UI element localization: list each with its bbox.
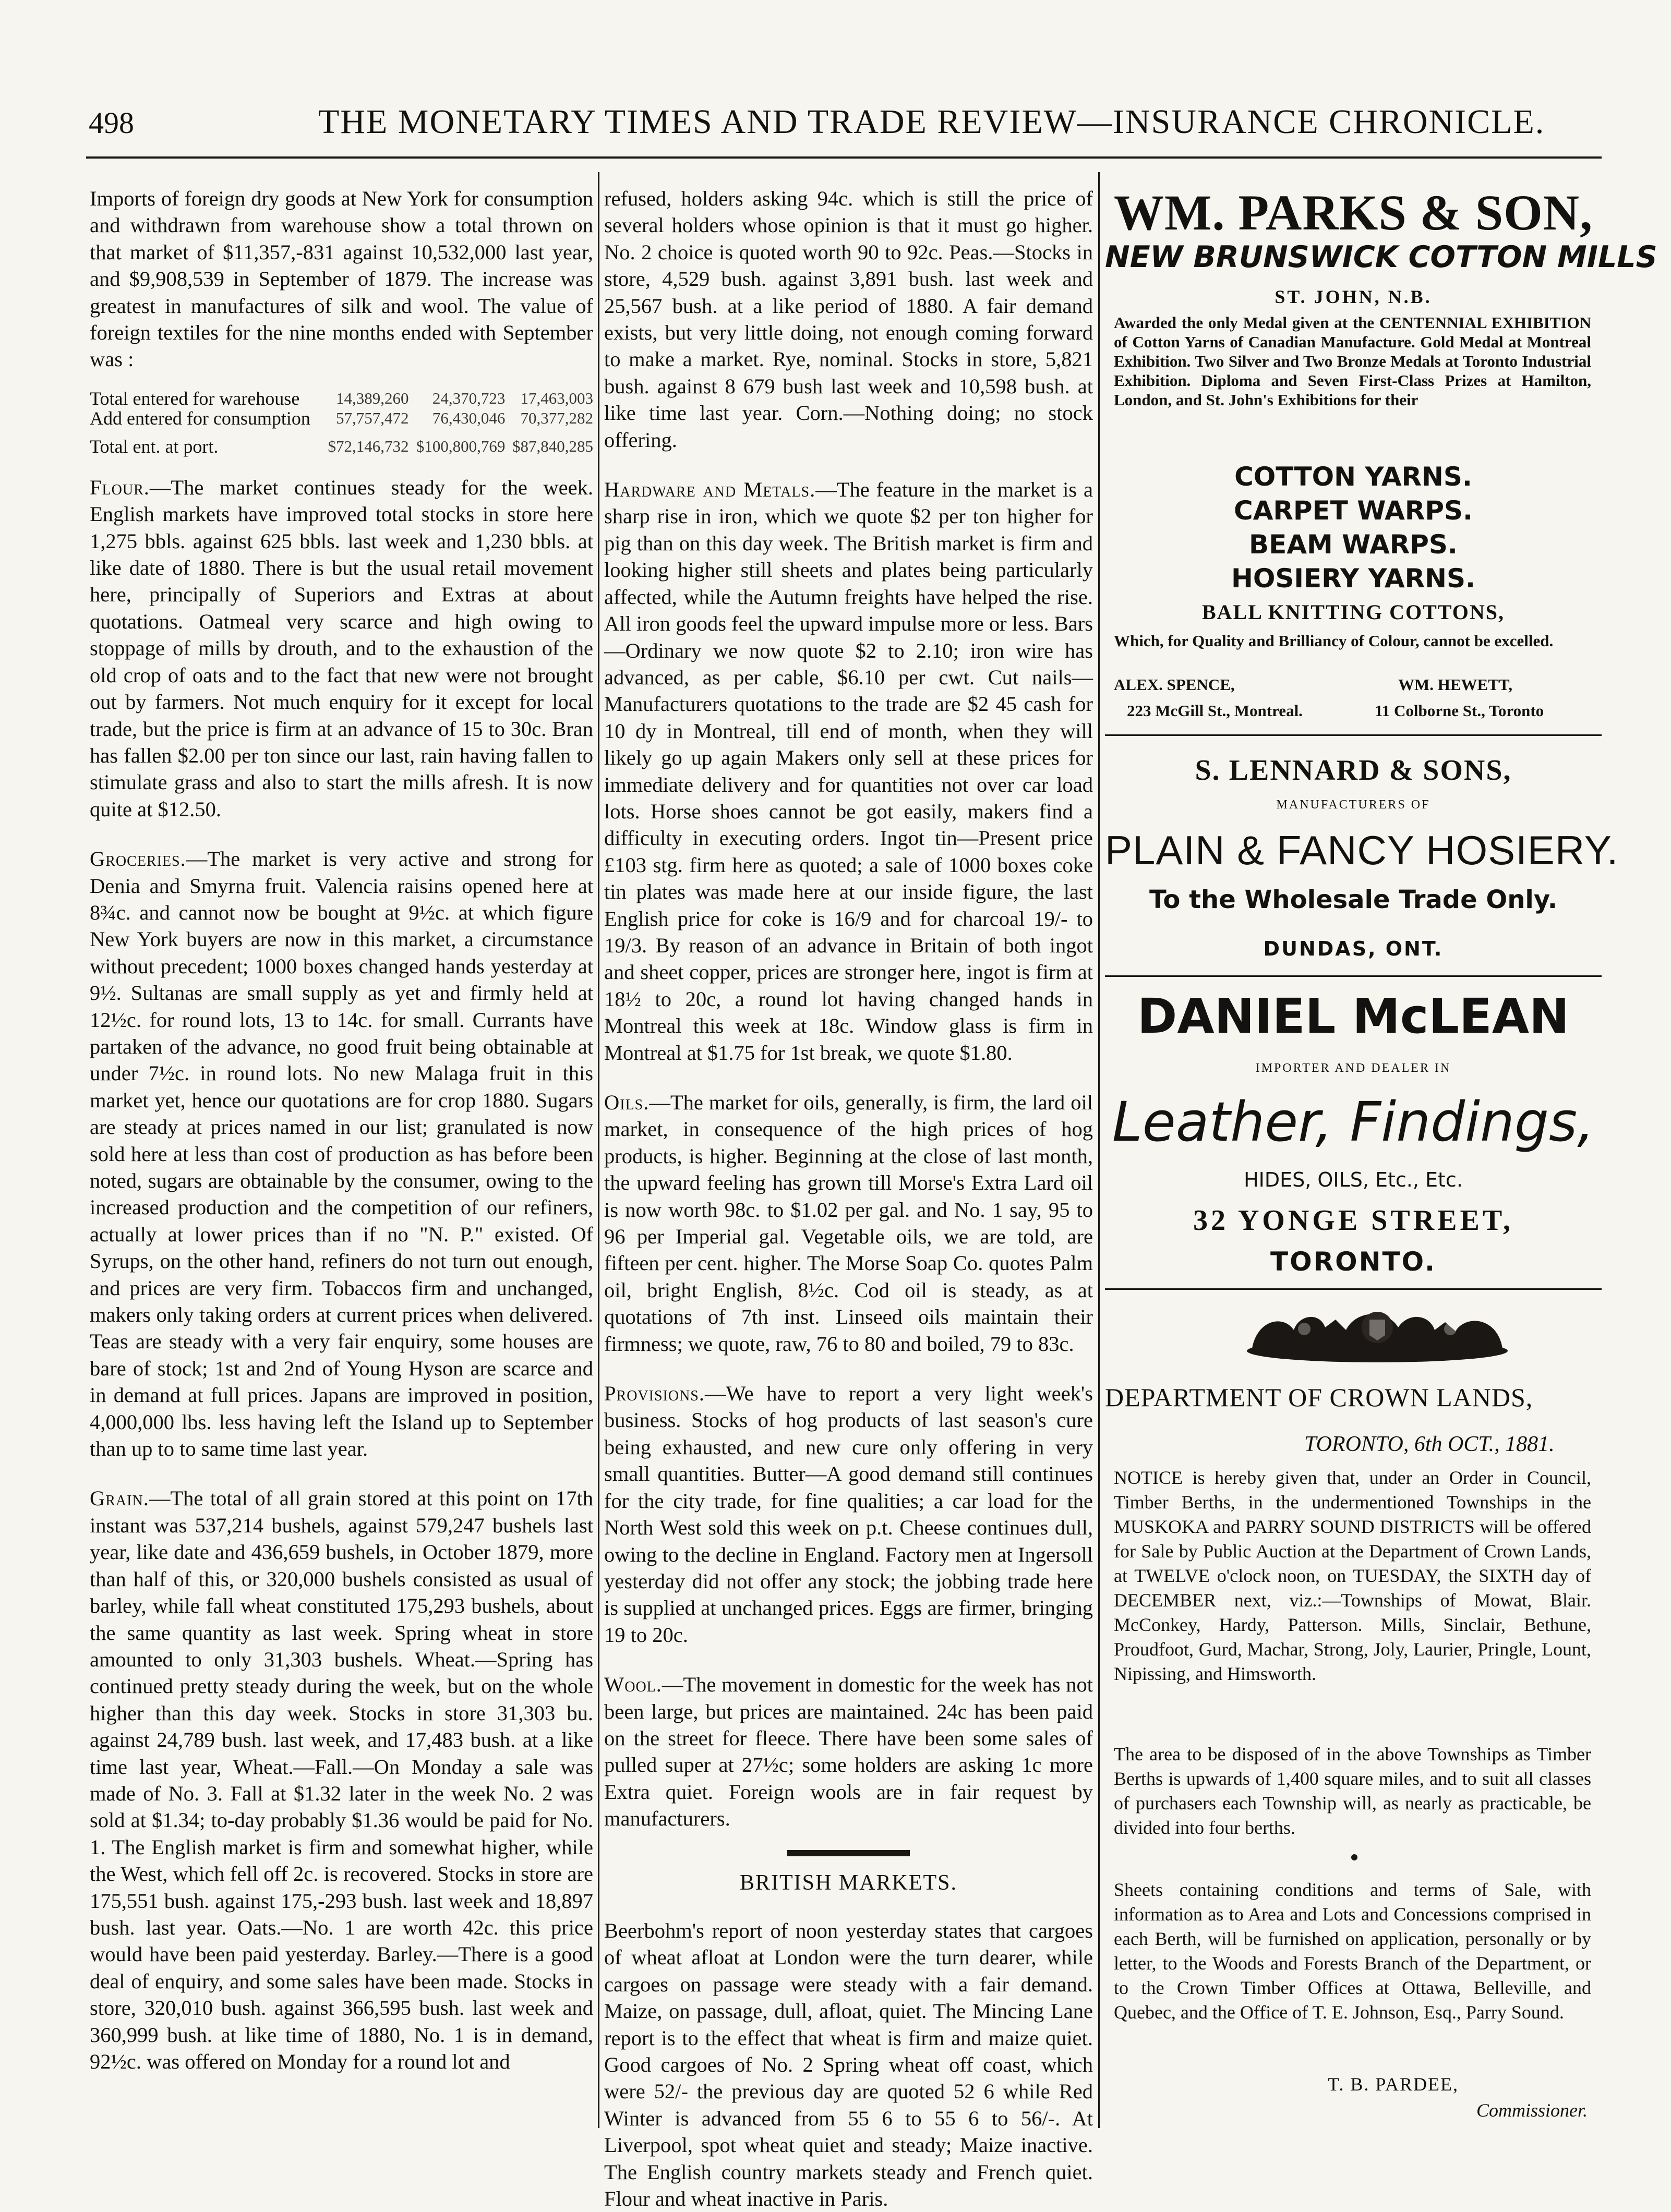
parks-product: CARPET WARPS. [1234,495,1473,526]
wool-paragraph [604,1671,1093,1832]
table-row-label: Total ent. at port. [90,436,219,457]
section-heading: Flour. [90,475,150,499]
paragraph-body: —The total of all grain stored at this point on 17th instant was 537,214 bushels, against 579,247 bushels last year, like date and 436,659 bushels, in October 1879, more than half of this, or 320,000 bushels consisted as usual of barley, while fall wheat constituted 175,293 bushels, about the same quantity as last week. Spring wheat in store amounted to only 31,303 bushels. Wheat.—Spring has continued pretty steady during the week, but on the whole higher than this day week. Stocks in store 31,303 bu. against 24,789 bush. last week, and 17,483 bush. at a like time last year, Wheat.—Fall.—On Monday a sale was made of No. 3. Fall at $1.32 later in the week No. 2 was sold at $1.34; to-day probably $1.36 would be paid for No. 1. The English market is firm and somewhat higher, while the West, which fell off 2c. is recovered. Stocks in store are 175,551 bush. against 175,-293 bush. last week and 18,897 bush. last year. Oats.—No. 1 are worth 42c. this price would have been paid yesterday. Barley.—There is a good deal of enquiry, and some sales have been made. Stocks in store, 320,010 bush. against 366,595 bush. last week and 360,999 bush. at like time of 1880, No. 1 is in demand, 92½c. was offered on Monday for a round lot and [90,1486,593,2073]
section-heading: Provisions. [604,1382,705,1406]
signer-name: T. B. PARDEE, [1328,2074,1459,2095]
imports-paragraph: Imports of foreign dry goods at New York for consumption and withdrawn from warehouse show a total thrown on that market of $11,357,-831 against 10,532,000 last year, and $9,908,539 in September of 1879. The increase was greatest in manufactures of silk and wool. The value of foreign textiles for the nine months ended with September was : [90,187,593,371]
parks-quality-text: Which, for Quality and Brilliancy of Colour, cannot be excelled. [1114,632,1554,650]
parks-city: ST. JOHN, N.B. [1275,286,1432,307]
paragraph-body: —The market is very active and strong for Denia and Smyrna fruit. Valencia raisins opened here at 8¾c. and cannot now be bought at 9½c. at which figure New York buyers are now in this market, a circumstance without precedent; 1000 boxes changed hands yesterday at 9½. Sultanas are small supply as yet and firmly held at 12½c. for round lots, 13 to 14c. for small. Currants have partaken of the advance, no good fruit being obtainable at under 7½c. in round lots. No new Malaga fruit in this market yet, hence our quotations are for crop 1880. Sugars are steady at prices named in our list; granulated is now sold here at less than cost of production as has before been noted, sugars are obtainable by the consumer, owing to the increased production and the competition of our refiners, actually at lower prices than if no "N. P." existed. Of Syrups, on the other hand, refiners do not turn out enough, and prices are very firm. Tobaccos firm and unchanged, makers only taking orders at current prices when delivered. Teas are steady with a very fair enquiry, some houses are bare of stock; 1st and 2nd of Young Hyson are scarce and in demand at full prices. Japans are improved in position, 4,000,000 lbs. less having left the Island up to September than up to to same time last year. [90,847,593,1461]
parks-mills: NEW BRUNSWICK COTTON MILLS [1105,240,1657,274]
table-cell: 17,463,003 [520,389,593,407]
table-row [90,428,593,456]
agent-name: WM. HEWETT, [1398,675,1513,694]
table-cell: $72,146,732 [328,437,409,455]
lennard-city: DUNDAS, ONT. [1263,937,1444,960]
oils-paragraph [604,1089,1093,1357]
table-cell: 57,757,472 [336,408,409,427]
imports-table [90,389,593,456]
parks-product: COTTON YARNS. [1234,462,1472,492]
crown-notice-paragraph: NOTICE is hereby given that, under an Order in Council, Timber Berths, in the undermentioned Townships in the MUSKOKA and PARRY SOUND DISTRICTS will be offered for Sale by Public Auction at the Department of Crown Lands, at TWELVE o'clock noon, on TUESDAY, the SIXTH day of DECEMBER next, viz.:—Townships of Mowat, Blair. McConkey, Hardy, Patterson. Mills, Sinclair, Bethune, Proudfoot, Gurd, Machar, Strong, Joly, Laurier, Pringle, Lount, Nipissing, and Himsworth. [1114,1467,1591,1684]
mclean-product: Leather, Findings, [1112,1090,1595,1154]
table-cell: $100,800,769 [416,437,506,455]
parks-product: BEAM WARPS. [1249,529,1458,560]
ad-divider [1105,734,1602,736]
british-markets-paragraph: Beerbohm's report of noon yesterday states that cargoes of wheat afloat at London were the turn dearer, while cargoes on passage were steady with a fair demand. Maize, on passage, dull, afloat, quiet. The Mincing Lane report is to the effect that wheat is firm and maize quiet. Good cargoes of No. 2 Spring wheat off coast, which were 52/- the previous day are quoted 52 6 while Red Winter is advanced from 55 6 to 55 6 to 56/-. At Liverpool, spot wheat quiet and steady; Maize inactive. The English country markets steady and French quiet. Flour and wheat inactive in Paris. [604,1918,1093,2211]
bullet-separator [1351,1854,1357,1860]
parks-product: HOSIERY YARNS. [1231,563,1475,594]
agent-name: ALEX. SPENCE, [1114,675,1235,694]
masthead-title: THE MONETARY TIMES AND TRADE REVIEW—INSURANCE CHRONICLE. [318,103,1545,141]
section-separator [787,1850,910,1856]
parks-award-text: Awarded the only Medal given at the CENTENNIAL EXHIBITION of Cotton Yarns of Canadian Manufacture. Gold Medal at Montreal Exhibition. Two Silver and Two Bronze Medals at Toronto Industrial Exhibition. Diploma and Seven First-Class Prizes at Hamilton, London, and St. John's Exhibitions for their [1114,313,1591,409]
crown-sheets-paragraph: Sheets containing conditions and terms of Sale, with information as to Area and Lots and Concessions comprised in each Berth, will be furnished on application, personally or by letter, to the Woods and Forests Branch of the Department, or to the Crown Timber Offices at Ottawa, Belleville, and Quebec, and the Office of T. E. Johnson, Esq., Parry Sound. [1114,1879,1591,2023]
column-divider-2 [1098,172,1100,2128]
column-2 [604,185,1093,2212]
agent-address: 11 Colborne St., Toronto [1375,702,1544,720]
paragraph-body: —The movement in domestic for the week has not been large, but prices are maintained. 24c has been paid on the street for fleece. There have been some sales of pulled super at 27½c; some holders are asking 1c more Extra quiet. Foreign wools are in fair request by manufacturers. [604,1673,1093,1831]
mclean-more: HIDES, OILS, Etc., Etc. [1244,1168,1463,1191]
signer-title: Commissioner. [1476,2100,1588,2121]
paragraph-body: —We have to report a very light week's business. Stocks of hog products of last season's cure being exhausted, and new cure only offering in very small quantities. Butter—A good demand still continues for the city trade, for fine qualities; a car load for the North West sold this week on p.t. Cheese continues dull, owing to the decline in England. Factory men at Ingersoll yesterday did not offer any stock; the jobbing trade here is supplied at unchanged prices. Eggs are firmer, bringing 19 to 20c. [604,1382,1093,1647]
section-heading: Hardware and Metals. [604,478,816,502]
flour-paragraph [90,474,593,823]
ad-divider [1105,975,1602,977]
paragraph-body: —The market for oils, generally, is firm, the lard oil market, in consequence of the high prices of hog products, is higher. Beginning at the close of last month, the upward feeling has grown till Morse's Extra Lard oil is now worth 98c. to $1.02 per gal. and No. 1 say, 95 to 96 per Imperial gal. Vegetable oils, we are told, are fifteen per cent. higher. The Morse Soap Co. quotes Palm oil, bright English, 8½c. Cod oil is steady, as at quotations of 7th inst. Linseed oils maintain their firmness; we quote, raw, 76 to 80 and boiled, 79 to 83c. [604,1091,1093,1356]
table-cell: 24,370,723 [432,389,506,407]
parks-product: BALL KNITTING COTTONS, [1201,600,1505,624]
crown-area-paragraph: The area to be disposed of in the above Townships as Timber Berths is upwards of 1,400 square miles, and to suit all classes of purchasers each Township will, as nearly as practicable, be divided into four berths. [1114,1744,1591,1838]
groceries-paragraph [90,845,593,1462]
table-row [90,389,593,408]
lennard-manufacturers: MANUFACTURERS OF [1276,798,1430,812]
ad-divider [1105,1288,1602,1290]
column-divider-1 [598,172,599,2128]
table-row [90,408,593,428]
column-1 [90,185,593,2075]
page-header [89,102,1576,144]
page-number: 498 [89,106,134,140]
provisions-paragraph [604,1380,1093,1648]
grain-paragraph [90,1485,593,2075]
crown-lands-dateline: TORONTO, 6th OCT., 1881. [1304,1432,1555,1456]
section-heading: Groceries. [90,847,186,871]
section-heading: Oils. [604,1091,650,1114]
header-rule [86,156,1602,159]
table-cell: 14,389,260 [336,389,409,407]
mclean-role: IMPORTER AND DEALER IN [1255,1061,1451,1075]
parks-name: WM. PARKS & SON, [1113,185,1593,240]
lennard-product: PLAIN & FANCY HOSIERY. [1105,827,1619,873]
paragraph-body: —The market continues steady for the week. English markets have improved total stocks in store here 1,275 bbls. against 625 bbls. last week and 1,230 bbls. at like date of 1880. There is but the usual retail movement here, principally of Superiors and Extras at about quotations. Oatmeal very scarce and high owing to stoppage of mills by drouth, and to the exhaustion of the old crop of oats and to the fact that new were not brought out by farmers. Not much enquiry for it except for local trade, but the price is firm at an advance of 15 to 30c. Bran has fallen $2.00 per ton since our last, rain having fallen to stimulate grass and also to start the mills afresh. It is now quite at $12.50. [90,475,593,821]
crown-lands-title: DEPARTMENT OF CROWN LANDS, [1105,1383,1533,1412]
mclean-street: 32 YONGE STREET, [1193,1204,1514,1237]
table-cell: 70,377,282 [520,408,593,427]
mclean-name: DANIEL McLEAN [1137,988,1570,1044]
grain-continued-paragraph: refused, holders asking 94c. which is still the price of several holders whose opinion is that it must go higher. No. 2 choice is quoted worth 90 to 92c. Peas.—Stocks in store, 4,529 bush. against 3,891 bush. last week and 25,567 bush. at a like period of 1880. A fair demand exists, but very little doing, not enough coming forward to make a market. Rye, nominal. Stocks in store, 5,821 bush. against 8 679 bush last week and 10,598 bush. at like time last year. Corn.—Nothing doing; no stock offering. [604,187,1093,452]
table-cell: $87,840,285 [512,437,593,455]
lennard-trade: To the Wholesale Trade Only. [1149,885,1557,914]
hardware-paragraph [604,476,1093,1066]
table-cell: 76,430,046 [432,408,506,427]
section-heading: Grain. [90,1486,149,1510]
coat-of-arms-icon [1236,1299,1518,1367]
paragraph-body: —The feature in the market is a sharp rise in iron, which we quote $2 per ton higher for pig than on this day week. The British market is firm and looking higher still sheets and plates being particularly affected, while the Autumn freights have helped the rise. All iron goods feel the upward impulse more or less. Bars—Ordinary we now quote $2 to 2.10; iron wire has advanced, as per cable, $6.10 per cwt. Cut nails—Manufacturers quotations to the trade are $2 45 cash for 10 dy in Montreal, till end of month, when they will likely go up again Makers only sell at these prices for immediate delivery and for quantities not over car load lots. Horse shoes cannot be got easily, makers find a difficulty in executing orders. Ingot tin—Present price £103 stg. firm here as quoted; a sale of 1000 boxes coke tin plates was made here at our inside figure, the last English price for coke is 16/9 and for charcoal 19/- to 19/3. By reason of an advance in Britain of both ingot and sheet copper, prices are stronger here, ingot is firm at 18½ to 20c, a round lot having changed hands in Montreal this week at 18c. Window glass is firm in Montreal at $1.75 for 1st break, we quote $1.80. [604,478,1093,1065]
section-heading: Wool. [604,1673,662,1697]
table-row-label: Total entered for warehouse [90,388,300,409]
table-row-label: Add entered for consumption [90,407,310,429]
agent-address: 223 McGill St., Montreal. [1127,702,1303,720]
lennard-name: S. LENNARD & SONS, [1195,754,1512,787]
mclean-city: TORONTO. [1270,1247,1436,1277]
british-markets-title: BRITISH MARKETS. [739,1870,958,1895]
